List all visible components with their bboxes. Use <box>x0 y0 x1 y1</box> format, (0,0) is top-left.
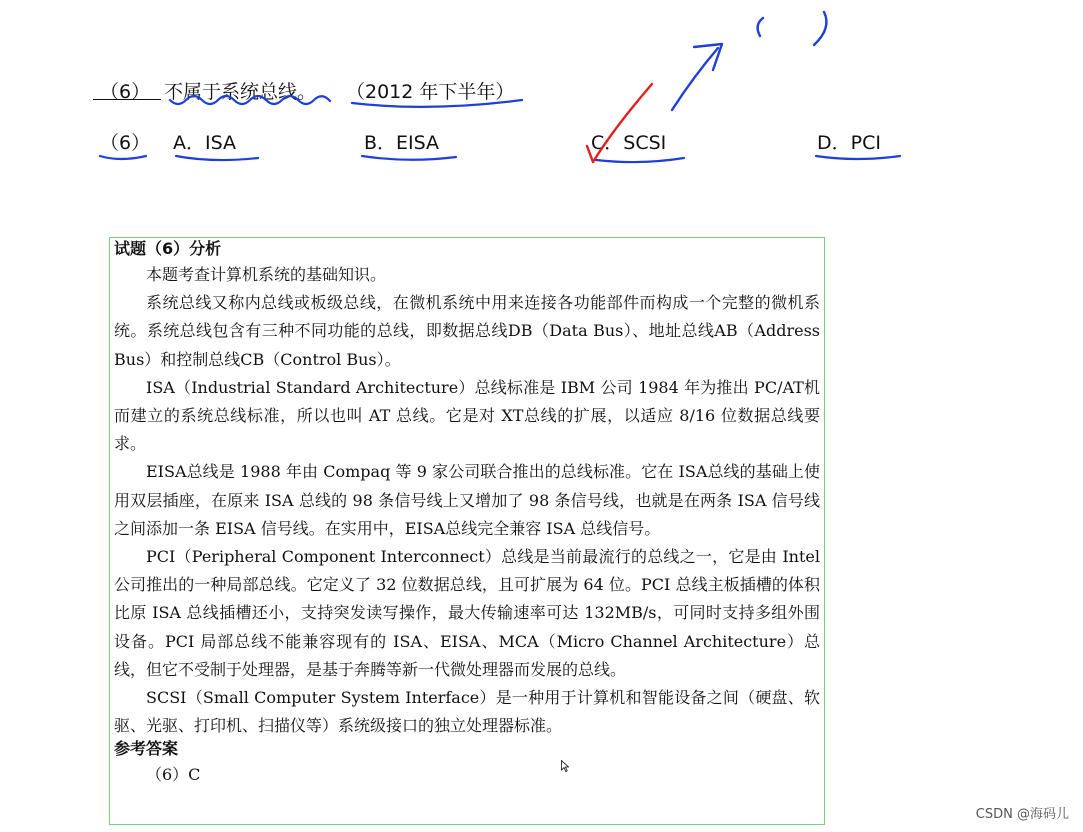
option-a: A．ISA <box>173 132 237 154</box>
answer-title: 参考答案 <box>114 739 179 759</box>
watermark: CSDN @海码儿 <box>975 807 1069 822</box>
answer-text: （6）C <box>146 765 201 785</box>
arrow-head-icon <box>694 44 722 70</box>
mouse-cursor-icon <box>561 760 569 772</box>
question-text: 不属于系统总线。 <box>164 81 317 103</box>
analysis-paragraph: PCI（Peripheral Component Interconnect）总线是当前最流行的总线之一，它是由 Intel 公司推出的一种局部总线。它定义了 32 位数据总线，且可扩展为 64 位。PCI 总线主板插槽的体积比原 ISA 总线插槽还小，支持突发读写操作，最大传输速率可达 132MB/s，可同时支持多组外围设备。PCI 局部总线不能兼容现有的 ISA、EISA、MCA（Micro Channel Architecture）总线，但它不受制于处理器，是基于奔腾等新一代微处理器而发展的总线。 <box>114 547 820 679</box>
analysis-box <box>109 237 825 825</box>
analysis-paragraph: SCSI（Small Computer System Interface）是一种用于计算机和智能设备之间（硬盘、软驱、光驱、打印机、扫描仪等）系统级接口的独立处理器标准。 <box>114 688 820 736</box>
underline-b <box>362 156 456 160</box>
bracket-left-icon <box>758 18 763 36</box>
underline-d <box>816 156 900 159</box>
arrow-line <box>672 48 718 110</box>
underline-c <box>596 158 684 162</box>
analysis-title: 试题（6）分析 <box>114 239 222 258</box>
option-c: C．SCSI <box>591 132 667 154</box>
bracket-right-icon <box>814 12 826 45</box>
underline-num <box>100 156 146 159</box>
underline-a <box>176 156 258 160</box>
options-number: （6） <box>100 132 151 154</box>
analysis-paragraph: EISA总线是 1988 年由 Compaq 等 9 家公司联合推出的总线标准。它在 ISA总线的基础上使用双层插座，在原来 ISA 总线的 98 条信号线上又增加了 98 条信号线，也就是在两条 ISA 信号线之间添加一条 EISA 信号线。在实用中，EISA总线完全兼容 ISA 总线信号。 <box>114 462 820 538</box>
question-number: （6） <box>100 81 151 103</box>
analysis-paragraph: 本题考查计算机系统的基础知识。 <box>146 265 387 284</box>
option-b: B．EISA <box>364 132 440 154</box>
question-year: （2012 年下半年） <box>346 81 515 103</box>
analysis-paragraph: 系统总线又称内总线或板级总线，在微机系统中用来连接各功能部件而构成一个完整的微机系统。系统总线包含有三种不同功能的总线，即数据总线DB（Data Bus）、地址总线AB（Address Bus）和控制总线CB（Control Bus）。 <box>114 293 820 369</box>
analysis-paragraph: ISA（Industrial Standard Architecture）总线标准是 IBM 公司 1984 年为推出 PC/AT机而建立的系统总线标准，所以也叫 AT 总线。它是对 XT总线的扩展，以适应 8/16 位数据总线要求。 <box>114 377 820 454</box>
answer-blank <box>93 99 161 100</box>
option-d: D．PCI <box>817 132 881 154</box>
